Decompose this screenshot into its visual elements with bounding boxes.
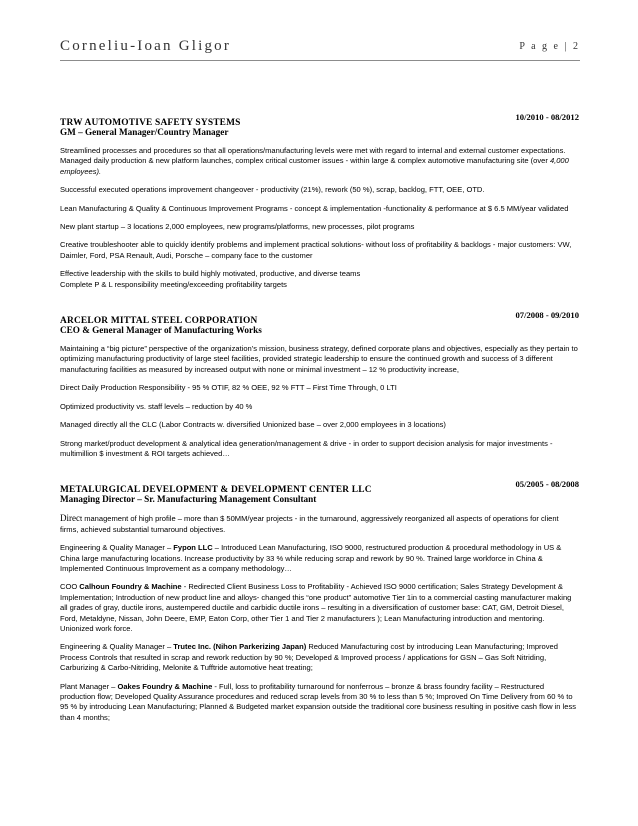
job-paragraph: New plant startup – 3 locations 2,000 employees, new programs/platforms, new processes, pilot programs <box>60 222 415 232</box>
job-paragraph <box>60 269 579 290</box>
job-title: Managing Director – Sr. Manufacturing Management Consultant <box>60 494 317 505</box>
job-title: CEO & General Manager of Manufacturing Works <box>60 325 262 336</box>
job-header <box>60 112 579 126</box>
paragraph-text: Plant Manager – <box>60 681 118 691</box>
job-entry-trw <box>60 112 579 290</box>
employer-name: Oakes Foundry & Machine <box>117 681 213 691</box>
paragraph-text: Engineering & Quality Manager – <box>60 543 174 553</box>
page-header <box>60 38 580 61</box>
job-paragraph: Creative troubleshooter able to quickly identify problems and implement practical solutions- without loss of profitability & backlogs - major customers: VW, Daimler, Ford, PSA Renault, Audi, Porsche – company face to the customer <box>60 240 572 260</box>
job-paragraph: Direct Daily Production Responsibility - 95 % OTIF, 82 % OEE, 92 % FTT – First Time Through, 0 LTI <box>60 383 397 393</box>
job-paragraph: Lean Manufacturing & Quality & Continuous Improvement Programs - concept & implementation -functionality & performance at $ 6.5 MM/year validated <box>60 203 569 213</box>
job-paragraph: Successful executed operations improvement changeover - productivity (21%), rework (50 %), scrap, backlog, FTT, OEE, OTD. <box>60 185 485 195</box>
page-number: P a g e | 2 <box>519 41 580 52</box>
paragraph-text: Streamlined processes and procedures so that all operations/manufacturing levels were met with regard to internal and external customer expectations. Managed daily production & new platform launches, complex critical customer issues - within large & complex automotive manufacturing site (over <box>60 146 566 166</box>
paragraph-lead-text: Direc <box>60 513 80 524</box>
company-name: METALURGICAL DEVELOPMENT & DEVELOPMENT CENTER LLC <box>60 485 372 496</box>
paragraph-line: Complete P & L responsibility meeting/exceeding profitability targets <box>60 279 287 289</box>
job-paragraph <box>60 543 579 574</box>
company-name: TRW AUTOMOTIVE SAFETY SYSTEMS <box>60 118 241 128</box>
job-paragraph: Optimized productivity vs. staff levels – reduction by 40 % <box>60 401 253 411</box>
paragraph-text: - Full, loss to profitability turnaround for nonferrous – bronze & brass foundry facility – Restructured production flow; Developed Quality Assurance procedures and reduced scrap levels from 30 % to less than 5 %; Improved On Time Delivery from 60 % to 95 % by introducing Lean Manufacturing; Planned & Budgeted market expansion outside the traditional core business resulting in positive cash flow in less than 4 months; <box>60 681 577 722</box>
job-paragraph <box>60 642 579 673</box>
paragraph-text: Engineering & Quality Manager – <box>60 642 174 652</box>
job-paragraph <box>60 146 579 177</box>
paragraph-line: Effective leadership with the skills to build highly motivated, productive, and diverse teams <box>60 269 361 279</box>
job-dates: 07/2008 - 09/2010 <box>515 310 579 321</box>
employer-name: Trutec Inc. (Nihon Parkerizing Japan) <box>173 642 307 652</box>
job-paragraph: Maintaining a “big picture” perspective of the organization’s mission, business strategy, defined corporate plans and objectives, especially as they pertain to optimizing manufacturing productivity of large steel facilities, provided strategic leadership to ensure the continued growth and success of 3 different manufacturing facilities as measured by increased output with none or minimal investment – 12 % productivity increase, <box>60 344 578 374</box>
employer-name: Calhoun Foundry & Machine <box>79 582 182 592</box>
job-header <box>60 310 579 327</box>
paragraph-text: COO <box>60 582 80 592</box>
resume-content <box>60 112 579 743</box>
paragraph-text: - Redirected Client Business Loss to Profitability - Achieved ISO 9000 certification; Sales Strategy Development & Implementation; Introduction of new product line and alloys- changed this “one product” automotive Tier 1in to a commercial casting manufacturer making all grades of gray, ductile irons, austempered ductile and carbidic ductile irons – resulting in a diversification of customer base: CAT, GM, Detroit Diesel, Ford, Metaldyne, Nissan, John Deere, EMP, Eaton Corp, other Tier 1 and Tier 2 manufacturers ); Lean Manufacturing introduction and mentoring. Unionized work force. <box>60 582 572 633</box>
paragraph-text: Reduced Manufacturing cost by introducing Lean Manufacturing; Improved Process Controls that resulted in scrap and rework reduction by 90 %; Developed & Improved process / applications for GSN – Gas Soft Nitriding, Carburizing & Carbo-Nitriding, Melonite & Tufftride automotive heat treating; <box>60 642 558 673</box>
job-paragraph: Managed directly all the CLC (Labor Contracts w. diversified Unionized base – over 2,000 employees in 3 locations) <box>60 420 446 430</box>
job-entry-metalurgical <box>60 479 579 723</box>
job-paragraph <box>60 682 579 724</box>
job-dates: 05/2005 - 08/2008 <box>515 479 579 490</box>
employer-name: Fypon LLC <box>173 543 213 553</box>
company-name: ARCELOR MITTAL STEEL CORPORATION <box>60 316 258 327</box>
job-paragraph <box>60 582 579 634</box>
author-name: Corneliu-Ioan Gligor <box>60 38 232 54</box>
paragraph-text: – Introduced Lean Manufacturing, ISO 9000, restructured production & procedural methodology in US & China large manufacturing locations. Increase productivity by 33 % while reducing scrap and rework by 90 %. Trained large workforce in China & Implemented Continuous Improvement as a company methodology… <box>60 543 562 573</box>
job-paragraph <box>60 513 579 535</box>
job-title: GM – General Manager/Country Manager <box>60 127 229 137</box>
paragraph-italic-text: 4,000 employees). <box>60 156 569 176</box>
job-entry-arcelor <box>60 310 579 459</box>
job-header <box>60 479 579 496</box>
job-dates: 10/2010 - 08/2012 <box>515 112 579 122</box>
job-paragraph: Strong market/product development & analytical idea generation/management & drive - in order to support decision analysis for major investments - multimillion $ investment & ROI targets achieved… <box>60 438 553 458</box>
paragraph-text: t management of high profile – more than $ 50MM/year projects - in the turnaround, aggressively reorganized all aspects of operations for client firms, achieved substantial turnaround objectives. <box>60 514 559 534</box>
